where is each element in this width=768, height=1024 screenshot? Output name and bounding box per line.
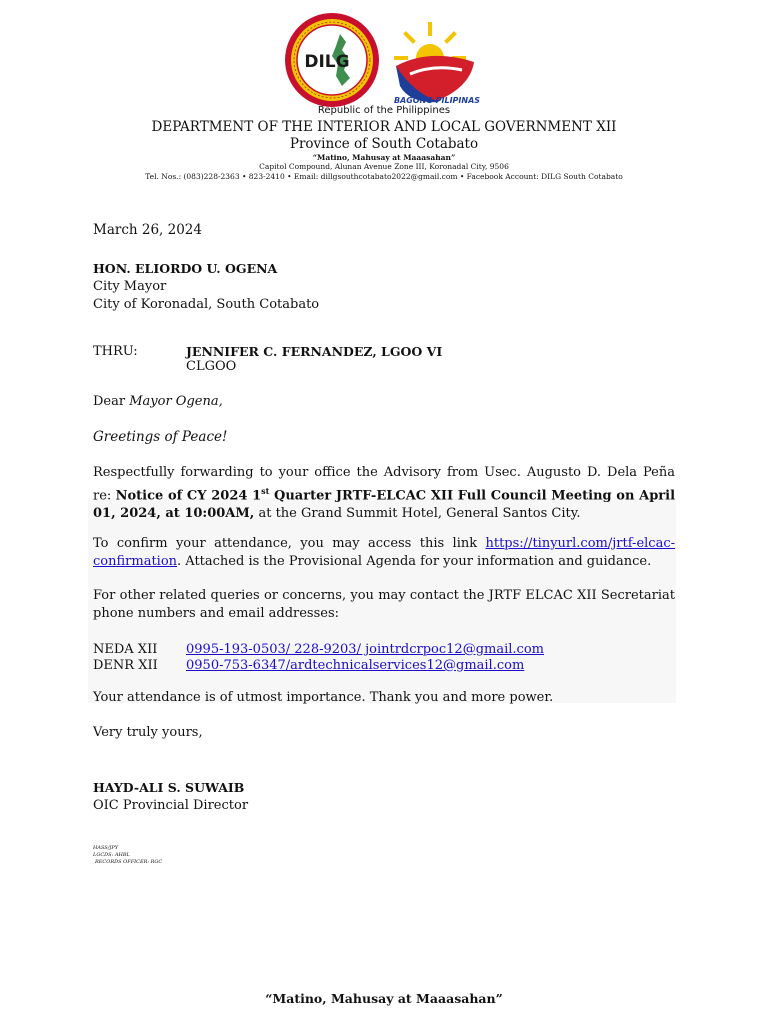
confirm-text: To confirm your attendance, you may access this link <box>93 536 486 551</box>
notice-title-end: Quarter JRTF-ELCAC XII Full Council Meeting on April 01, 2024, at 10:00AM, <box>93 488 676 522</box>
initials-line: HASS/JPY <box>93 845 119 851</box>
addressee-title: City Mayor <box>93 279 167 294</box>
contact-line: Tel. Nos.: (083)228-2363 • 823-2410 • Email: dillgsouthcotabato2022@gmail.com • Facebook Account: DILG South Cotabato <box>145 172 623 181</box>
salutation-name: Mayor Ogena, <box>129 394 223 409</box>
letter-date: March 26, 2024 <box>93 222 202 238</box>
paragraph-attendance: Your attendance is of utmost importance. Thank you and more power. <box>93 690 554 705</box>
salutation-prefix: Dear <box>93 394 130 409</box>
paragraph-queries: For other related queries or concerns, you may contact the JRTF ELCAC XII Secretariat phone numbers and email addresses: <box>93 588 675 621</box>
advisory-text: Respectfully forwarding to your office the Advisory from Usec. Augusto D. Dela Peña re: <box>93 465 675 504</box>
signatory-title: OIC Provincial Director <box>93 798 249 813</box>
addressee-place: City of Koronadal, South Cotabato <box>93 297 320 312</box>
salutation <box>93 393 223 411</box>
svg-text:DILG: DILG <box>304 52 350 72</box>
logos <box>284 12 484 108</box>
contact-info-denr[interactable]: 0950-753-6347/ardtechnicalservices12@gmail.com <box>186 658 525 673</box>
thru-label: THRU: <box>93 344 138 359</box>
contact-info-neda[interactable]: 0995-193-0503/ 228-9203/ jointrdcrpoc12@gmail.com <box>186 642 544 657</box>
reference-initials <box>93 845 162 866</box>
letterhead-motto: “Matino, Mahusay at Maaasahan” <box>312 153 456 162</box>
thru-name: JENNIFER C. FERNANDEZ, LGOO VI <box>186 344 443 359</box>
confirmation-link[interactable]: https://tinyurl.com/jrtf-elcac-confirmation <box>93 536 675 569</box>
office-address: Capitol Compound, Alunan Avenue Zone III, Koronadal City, 9506 <box>259 162 509 171</box>
paragraph-advisory <box>93 464 675 523</box>
contact-agency-neda: NEDA XII <box>93 642 158 657</box>
notice-title-start: Notice of CY 2024 1 <box>115 488 262 504</box>
closing: Very truly yours, <box>93 725 203 740</box>
bagong-pilipinas-label: BAGONG PILIPINAS <box>393 96 481 105</box>
addressee-name: HON. ELIORDO U. OGENA <box>93 261 278 276</box>
paragraph-confirmation <box>93 535 675 571</box>
greeting: Greetings of Peace! <box>93 429 228 445</box>
department-name: DEPARTMENT OF THE INTERIOR AND LOCAL GOVERNMENT XII <box>151 119 617 135</box>
venue-text: at the Grand Summit Hotel, General Santos City. <box>254 506 581 522</box>
province-name: Province of South Cotabato <box>289 136 479 152</box>
signatory-name: HAYD-ALI S. SUWAIB <box>93 780 245 795</box>
republic-line: Republic of the Philippines <box>317 105 451 116</box>
thru-title: CLGOO <box>186 359 237 374</box>
footer-motto: “Matino, Mahusay at Maaasahan” <box>265 991 503 1006</box>
ordinal-suffix: st <box>261 486 270 496</box>
initials-line: LGCDS: AHBL <box>93 852 130 858</box>
agenda-text: . Attached is the Provisional Agenda for your information and guidance. <box>177 554 652 569</box>
dilg-seal-icon <box>284 12 380 108</box>
contact-agency-denr: DENR XII <box>93 658 158 673</box>
initials-line: RECORDS OFFICER: RGC <box>95 859 163 865</box>
